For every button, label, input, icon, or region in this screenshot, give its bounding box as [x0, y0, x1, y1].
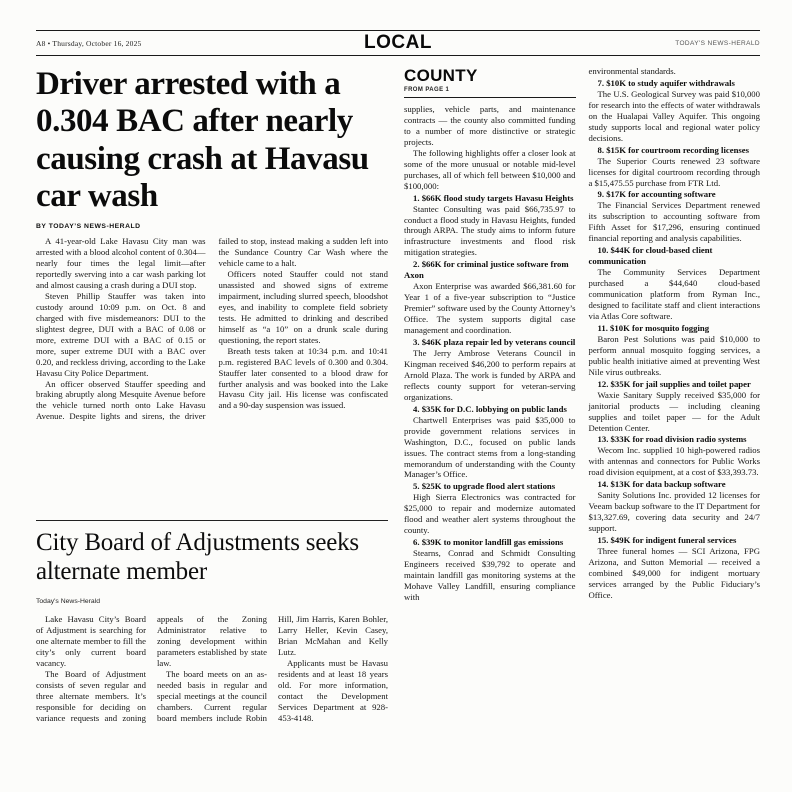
county-item-body: The Superior Courts renewed 23 software licenses for digital courtroom recording through a $15,475.55 purchase from FTR Ltd.: [588, 155, 760, 188]
board-article: [36, 520, 388, 792]
county-item-heading: 2. $66K for criminal justice software from Axon: [404, 259, 569, 281]
county-item: [589, 379, 761, 434]
county-header: [404, 66, 576, 98]
county-item-body: Three funeral homes — SCI Arizona, FPG Arizona, and Sutton Memorial — received a combined $49,000 for indigent mortuary services arranged by the Public Fiduciary’s Office.: [588, 545, 760, 600]
county-item-body: The Financial Services Department renewed its subscription to accounting software from Fifth Asset for $17,296, ensuring continued financial reporting and analysis capabilities.: [588, 200, 760, 244]
county-item-body: Chartwell Enterprises was paid $35,000 to provide government relations services in Washington, D.C., focused on public lands issues. The contract stems from a long-standing memorandum of understanding with the County Manager’s Office.: [404, 414, 576, 480]
lead-article: [36, 66, 388, 508]
county-column-1: [404, 66, 576, 792]
county-item-body: High Sierra Electronics was contracted for $25,000 to repair and modernize automated flood and weather alert systems throughout the county.: [404, 492, 576, 536]
page-number-date: A8 • Thursday, October 16, 2025: [36, 38, 142, 48]
county-item-heading: 9. $17K for accounting software: [597, 189, 716, 200]
left-column-region: [36, 66, 388, 792]
county-item: [404, 481, 576, 536]
county-item-body: Sanity Solutions Inc. provided 12 licenses for Veeam backup software to the IT Department for $13,327.69, covering data security and 24/7 support.: [588, 490, 760, 534]
article-paragraph: The following highlights offer a closer look at some of the more unusual or notable mid-level purchases, all of which fell between $10,000 and $100,000:: [404, 147, 576, 191]
county-item-body: Stearns, Conrad and Schmidt Consulting Engineers received $39,792 to operate and maintain landfill gas monitoring systems at the Mohave Valley Landfill, ensuring compliance with: [404, 548, 576, 602]
county-intro: [404, 104, 576, 192]
county-item-heading: 7. $10K to study aquifer withdrawals: [597, 77, 735, 88]
page-content: [36, 66, 760, 792]
county-item-heading: 15. $49K for indigent funeral services: [597, 535, 737, 546]
newspaper-name: TODAY'S NEWS-HERALD: [675, 39, 760, 47]
county-item-body: Wecom Inc. supplied 10 high-powered radios with antennas and connectors for Public Works road division equipment, at a cost of $33,393.73.: [588, 445, 760, 478]
county-items-col2: [589, 78, 761, 601]
county-item-body: Baron Pest Solutions was paid $10,000 to perform annual mosquito fogging services, a public health initiative aimed at preventing West Nile virus outbreaks.: [588, 333, 760, 377]
county-item: [589, 323, 761, 378]
section-title: LOCAL: [364, 32, 432, 53]
county-item: [404, 337, 576, 403]
lead-byline: BY TODAY’S NEWS-HERALD: [36, 223, 141, 231]
county-item: [589, 245, 761, 322]
county-from-page: FROM PAGE 1: [404, 87, 450, 93]
county-item: [404, 259, 576, 336]
article-paragraph: Lake Havasu City’s Board of Adjustment is searching for one alternate member to fill the city’s only current board vacancy.: [36, 614, 146, 668]
county-item-body: The Community Services Department purchased a $44,640 cloud-based communication platform from Ryman Inc., designed to facilitate staff and client interactions via Atlas Core software.: [588, 267, 760, 321]
county-item-body: Axon Enterprise was awarded $66,381.60 for Year 1 of a five-year subscription to “Justice Premier” software used by the County Attorney’s Office. The system supports digital case management and coordination.: [404, 281, 576, 336]
article-paragraph: Officers noted Stauffer could not stand unassisted and showed signs of extreme impairment, including slurred speech, bloodshot eyes, and inability to complete field sobriety tests. He admitted to drinking and described himself as “a 10” on a drunk scale during questioning, the report states.: [218, 268, 388, 345]
county-item-heading: 4. $35K for D.C. lobbying on public lands: [413, 403, 567, 414]
county-continuation: environmental standards.: [588, 66, 676, 76]
county-item-heading: 5. $25K to upgrade flood alert stations: [413, 481, 556, 492]
board-article-body: [36, 614, 388, 792]
county-item: [404, 193, 576, 259]
masthead: [36, 30, 760, 56]
county-item-body: The U.S. Geological Survey was paid $10,000 for research into the effects of water withdrawals on the Hualapai Valley Aquifer. This ongoing study supports local and regional water policy decisions.: [588, 88, 760, 143]
county-item: [589, 145, 761, 189]
county-item-body: Stantec Consulting was paid $66,735.97 to conduct a flood study in Havasu Heights, funded through ARPA. The study aims to inform future infrastructure investments and flood risk mitigation strategies.: [404, 203, 576, 258]
lead-headline: Driver arrested with a 0.304 BAC after nearly causing crash at Havasu car wash: [36, 66, 369, 214]
county-item-heading: 11. $10K for mosquito fogging: [597, 322, 710, 333]
county-item-heading: 6. $39K to monitor landfill gas emissions: [413, 537, 564, 548]
county-item: [589, 479, 761, 534]
county-item: [404, 404, 576, 481]
article-paragraph: Applicants must be Havasu residents and at least 18 years old. For more information, contact the Development Services Department at 928-453-4148.: [278, 657, 388, 723]
county-item: [404, 537, 576, 603]
county-item: [589, 189, 761, 244]
article-paragraph: An officer observed Stauffer speeding and braking abruptly along Mesquite Avenue before the vehicle turned north onto Lake Havasu Avenue. Despite lights and sirens, the driver failed to stop, instead making a sudden left into the Sundance Country Car Wash where the vehicle came to a halt.: [36, 236, 388, 422]
county-item: [589, 434, 761, 478]
article-paragraph: A 41-year-old Lake Havasu City man was arrested with a blood alcohol content of 0.304—nearly four times the legal limit—after reportedly swerving into a car wash parking lot and almost causing a crash during a DUI stop.: [36, 236, 206, 290]
article-paragraph: Breath tests taken at 10:34 p.m. and 10:41 p.m. registered BAC levels of 0.300 and 0.304. Stauffer later consented to a blood draw for further analysis and was booked into the Lake Havasu City jail. His license was confiscated and a 90-day suspension was issued.: [218, 345, 388, 411]
county-item-heading: 8. $15K for courtroom recording licenses: [597, 144, 750, 155]
county-items-col1: [404, 193, 576, 603]
county-item-heading: 10. $44K for cloud-based client communication: [588, 245, 713, 267]
board-byline: Today's News-Herald: [36, 598, 101, 606]
lead-article-body: [36, 236, 388, 508]
county-column-2: [589, 66, 761, 792]
county-item-body: Waxie Sanitary Supply received $35,000 for janitorial products — including cleaning supplies and toilet paper — for the Adult Detention Center.: [588, 389, 760, 433]
county-item-heading: 14. $13K for data backup software: [597, 479, 726, 490]
article-paragraph: supplies, vehicle parts, and maintenance contracts — the county also committed funding to a number of more distinctive or strategic projects.: [404, 104, 576, 147]
county-item-heading: 1. $66K flood study targets Havasu Heights: [413, 192, 574, 203]
county-title: COUNTY: [404, 66, 478, 85]
county-item: [589, 535, 761, 601]
county-item: [589, 78, 761, 144]
county-item-heading: 12. $35K for jail supplies and toilet paper: [597, 378, 751, 389]
county-item-body: The Jerry Ambrose Veterans Council in Kingman received $46,200 to perform repairs at Arnold Plaza. The work is funded by ARPA and reflects county support for veteran-serving organizations.: [404, 347, 576, 402]
county-item-heading: 3. $46K plaza repair led by veterans council: [413, 337, 576, 348]
article-paragraph: The board meets on an as-needed basis in regular and special meetings at the council chambers. Current regular board members include Robin Hill, Jim Harris, Karen Bohler, Larry Heller, Kevin Casey, Brian McMahan and Kelly Lutz.: [157, 614, 388, 723]
article-paragraph: The Board of Adjustment consists of seven regular and three alternate members. It’s responsible for deciding on variance requests and zoning appeals of the Zoning Administrator relative to zoning development within parameters established by state law.: [36, 614, 267, 723]
board-headline: City Board of Adjustments seeks alternate member: [36, 529, 359, 586]
county-item-heading: 13. $33K for road division radio systems: [597, 434, 747, 445]
article-paragraph: Steven Phillip Stauffer was taken into custody around 10:09 p.m. on Oct. 8 and charged with five misdemeanors: DUI to the slightest degree, DUI with a BAC of 0.08 or more, extreme DUI with a BAC of 0.15 or more, super extreme DUI with a BAC over 0.20, and reckless driving, according to the Lake Havasu City Police Department.: [36, 290, 206, 378]
county-section: [404, 66, 760, 792]
